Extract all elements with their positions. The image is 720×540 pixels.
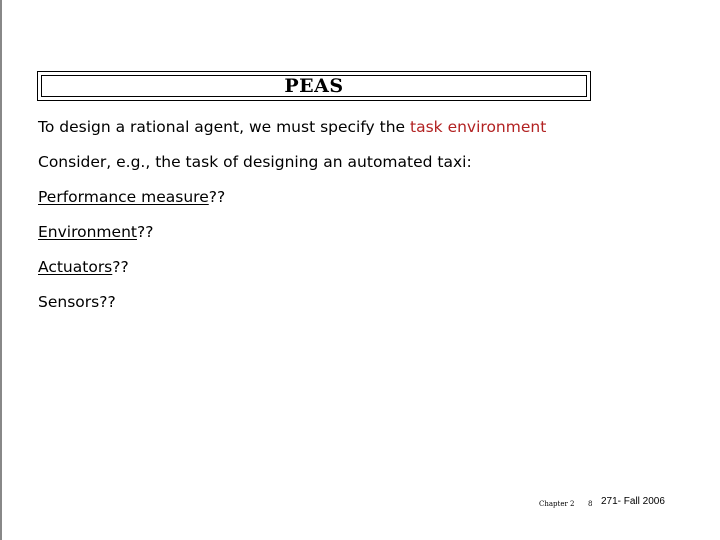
title-box-inner [41, 75, 587, 97]
item-suffix: ?? [112, 258, 129, 276]
item-suffix: ?? [208, 188, 226, 206]
task-environment-highlight: task environment [410, 118, 547, 136]
item-sensors [38, 293, 116, 311]
item-suffix: ?? [136, 223, 154, 241]
item-label: Actuators [38, 258, 113, 276]
item-performance-measure [38, 188, 225, 206]
item-environment [38, 223, 153, 241]
left-border [0, 0, 2, 540]
item-label: Sensors [38, 293, 100, 311]
footer-course: 271- Fall 2006 [601, 496, 665, 507]
footer-chapter: Chapter 2 [539, 500, 575, 508]
slide-title: PEAS [284, 75, 344, 97]
footer-page-number: 8 [588, 500, 593, 508]
item-actuators [38, 258, 129, 276]
intro-text: To design a rational agent, we must specify the [38, 118, 411, 136]
title-box [37, 71, 591, 101]
item-label: Environment [38, 223, 137, 241]
item-label: Performance measure [38, 188, 209, 206]
consider-line: Consider, e.g., the task of designing an automated taxi: [38, 153, 472, 171]
intro-line [38, 118, 546, 136]
item-suffix: ?? [99, 293, 116, 311]
